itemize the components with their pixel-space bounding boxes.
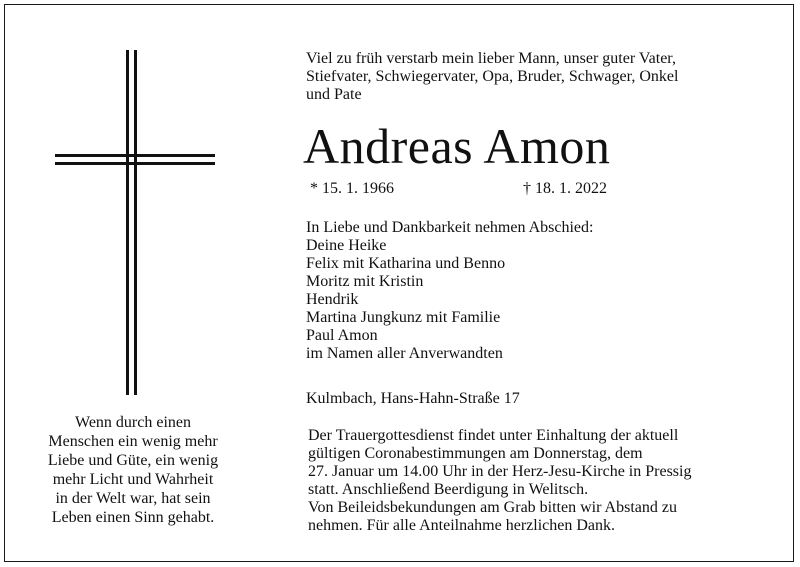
- deceased-name: Andreas Amon: [303, 118, 611, 174]
- notice-line: 27. Januar um 14.00 Uhr in der Herz-Jesu-Kirche in Pressig: [308, 463, 692, 480]
- quote-line: Menschen ein wenig mehr: [48, 433, 218, 450]
- notice-line: statt. Anschließend Beerdigung in Welitsch.: [308, 481, 589, 498]
- quote-line: Leben einen Sinn gehabt.: [51, 509, 215, 526]
- intro-text: [306, 50, 776, 104]
- notice-line: Von Beileidsbekundungen am Grab bitten wir Abstand zu: [308, 499, 677, 516]
- family-line: Hendrik: [306, 291, 359, 308]
- family-line: Martina Jungkunz mit Familie: [306, 309, 501, 326]
- memorial-quote: [22, 413, 244, 527]
- family-line: Felix mit Katharina und Benno: [306, 255, 506, 272]
- notice-line: Der Trauergottesdienst findet unter Einhaltung der aktuell: [308, 427, 679, 444]
- service-notice: [308, 427, 778, 535]
- intro-line: Stiefvater, Schwiegervater, Opa, Bruder, Schwager, Onkel: [306, 68, 679, 85]
- family-line: Paul Amon: [306, 327, 378, 344]
- quote-line: Liebe und Güte, ein wenig: [47, 452, 219, 469]
- family-line: Deine Heike: [306, 237, 387, 254]
- intro-line: und Pate: [306, 86, 362, 103]
- family-line: In Liebe und Dankbarkeit nehmen Abschied:: [306, 219, 594, 236]
- quote-line: in der Welt war, hat sein: [55, 490, 211, 507]
- notice-line: gültigen Coronabestimmungen am Donnerstag, dem: [308, 445, 643, 462]
- quote-line: mehr Licht und Wahrheit: [52, 471, 214, 488]
- family-line: im Namen aller Anverwandten: [306, 345, 503, 362]
- birth-date: * 15. 1. 1966: [310, 180, 394, 197]
- intro-line: Viel zu früh verstarb mein lieber Mann, unser guter Vater,: [306, 50, 676, 67]
- family-line: Moritz mit Kristin: [306, 273, 424, 290]
- death-date: † 18. 1. 2022: [523, 180, 607, 197]
- cross-icon: [55, 50, 215, 395]
- family-list: [306, 219, 593, 363]
- quote-line: Wenn durch einen: [75, 414, 191, 431]
- notice-line: nehmen. Für alle Anteilnahme herzlichen Dank.: [308, 517, 616, 534]
- address: Kulmbach, Hans-Hahn-Straße 17: [306, 390, 520, 407]
